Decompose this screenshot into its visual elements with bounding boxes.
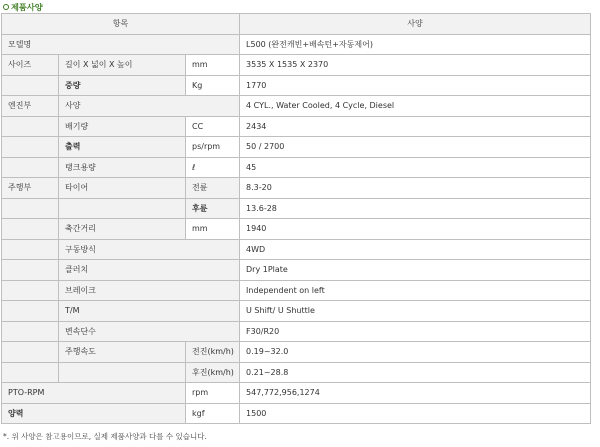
row-label: 주행속도 xyxy=(59,342,186,363)
row-value: F30/R20 xyxy=(240,321,591,342)
header-item: 항목 xyxy=(2,14,240,35)
row-value: 50 / 2700 xyxy=(240,137,591,158)
row-label: 구동방식 xyxy=(59,239,240,260)
row-value: 1500 xyxy=(240,403,591,424)
row-label: T/M xyxy=(59,301,240,322)
row-unit: 후륜 xyxy=(186,198,240,219)
table-row xyxy=(2,239,591,260)
row-group: 엔진부 xyxy=(2,96,59,117)
row-label: 변속단수 xyxy=(59,321,240,342)
section-title-text: 제품사양 xyxy=(11,2,43,12)
row-label: 중량 xyxy=(59,75,186,96)
row-unit: Kg xyxy=(186,75,240,96)
table-row xyxy=(2,280,591,301)
row-label: 양력 xyxy=(2,403,186,424)
footnote: *. 위 사양은 참고용이므로, 실제 제품사양과 다를 수 있습니다. xyxy=(3,432,207,441)
table-row xyxy=(2,75,591,96)
row-unit: mm xyxy=(186,219,240,240)
row-label: 사양 xyxy=(59,96,240,117)
row-value: 8.3-20 xyxy=(240,178,591,199)
row-value: 45 xyxy=(240,157,591,178)
row-unit: rpm xyxy=(186,383,240,404)
row-value: 0.21~28.8 xyxy=(240,362,591,383)
table-row xyxy=(2,342,591,363)
circle-bullet-icon xyxy=(3,4,9,10)
row-label: 배기량 xyxy=(59,116,186,137)
table-row xyxy=(2,178,591,199)
row-value: 3535 X 1535 X 2370 xyxy=(240,55,591,76)
row-value: 1770 xyxy=(240,75,591,96)
row-unit: CC xyxy=(186,116,240,137)
row-value: 4 CYL., Water Cooled, 4 Cycle, Diesel xyxy=(240,96,591,117)
row-value: 1940 xyxy=(240,219,591,240)
row-group: 사이즈 xyxy=(2,55,59,76)
row-unit: 전진(km/h) xyxy=(186,342,240,363)
table-row xyxy=(2,301,591,322)
section-title xyxy=(3,2,43,13)
row-unit: ps/rpm xyxy=(186,137,240,158)
row-label: 모델명 xyxy=(2,34,240,55)
row-unit: ℓ xyxy=(186,157,240,178)
row-label: 타이어 xyxy=(59,178,186,199)
row-value: 4WD xyxy=(240,239,591,260)
table-header-row xyxy=(2,14,591,35)
table-row xyxy=(2,260,591,281)
table-row xyxy=(2,116,591,137)
table-row xyxy=(2,34,591,55)
table-row xyxy=(2,403,591,424)
row-value: 2434 xyxy=(240,116,591,137)
table-row xyxy=(2,96,591,117)
row-unit: 후진(km/h) xyxy=(186,362,240,383)
spec-table xyxy=(1,13,591,424)
row-value: 547,772,956,1274 xyxy=(240,383,591,404)
table-row xyxy=(2,219,591,240)
row-value: Dry 1Plate xyxy=(240,260,591,281)
header-spec: 사양 xyxy=(240,14,591,35)
table-row xyxy=(2,383,591,404)
row-label: 축간거리 xyxy=(59,219,186,240)
row-unit: 전륜 xyxy=(186,178,240,199)
row-value: L500 (완전캐빈+배속턴+자동제어) xyxy=(240,34,591,55)
row-value: U Shift/ U Shuttle xyxy=(240,301,591,322)
row-value: Independent on left xyxy=(240,280,591,301)
row-value: 0.19~32.0 xyxy=(240,342,591,363)
row-label: 출력 xyxy=(59,137,186,158)
row-label: 클러치 xyxy=(59,260,240,281)
table-row xyxy=(2,362,591,383)
row-group: 주행부 xyxy=(2,178,59,199)
table-row xyxy=(2,55,591,76)
table-row xyxy=(2,157,591,178)
table-row xyxy=(2,321,591,342)
row-label: 길이 X 넓이 X 높이 xyxy=(59,55,186,76)
row-label: 브레이크 xyxy=(59,280,240,301)
row-label: 탱크용량 xyxy=(59,157,186,178)
row-label: PTO-RPM xyxy=(2,383,186,404)
table-row xyxy=(2,198,591,219)
row-unit: kgf xyxy=(186,403,240,424)
row-value: 13.6-28 xyxy=(240,198,591,219)
row-unit: mm xyxy=(186,55,240,76)
table-row xyxy=(2,137,591,158)
